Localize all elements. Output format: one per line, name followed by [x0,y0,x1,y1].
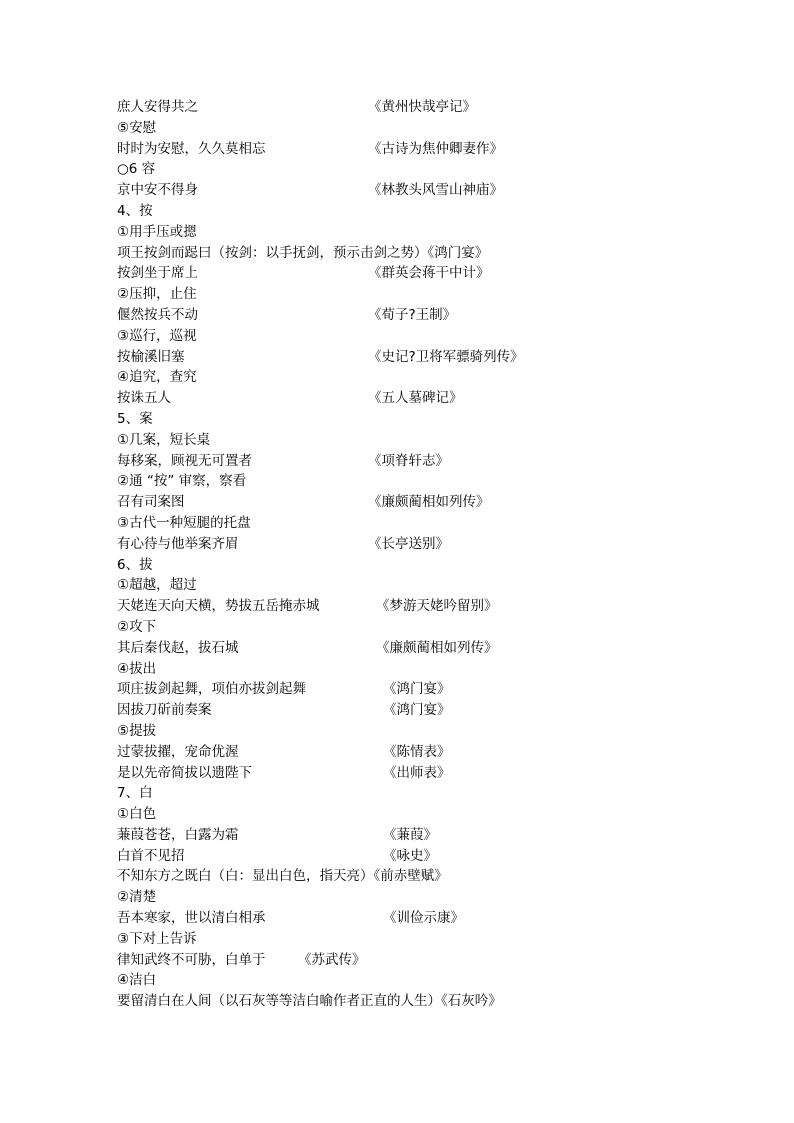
line-text: 偃然按兵不动 [117,306,198,323]
text-line [117,201,757,222]
text-line [117,471,757,492]
line-text: ②攻下 [117,618,157,635]
source-title: 《蒹葭》 [383,826,437,843]
document-page [117,97,757,1012]
text-line [117,908,757,929]
line-text: 5、案 [117,410,153,427]
line-text: 天姥连天向天横，势拔五岳掩赤城 [117,598,320,615]
text-line [117,180,757,201]
text-line [117,700,757,721]
line-text: ④追究，查究 [117,369,197,386]
line-text: 律知武终不可胁，白单于 [117,951,266,968]
line-text: ④洁白 [117,972,157,989]
text-line [117,846,757,867]
text-line [117,367,757,388]
line-text: 按剑坐于席上 [117,265,198,282]
line-text: 每移案，顾视无可置者 [117,452,252,469]
source-title: 《黄州快哉亭记》 [368,99,476,115]
line-text: ③古代一种短腿的托盘 [117,514,251,531]
text-line [117,970,757,991]
source-title: 《群英会蒋干中计》 [368,265,490,282]
line-text: 因拔刀斫前奏案 [117,702,212,719]
text-line [117,638,757,659]
line-text: 过蒙拔擢，宠命优渥 [117,743,239,760]
line-text: ○6 容 [117,161,156,178]
line-text: 6、拔 [117,556,153,573]
text-line [117,804,757,825]
line-text: ①白色 [117,806,157,823]
text-line [117,347,757,368]
line-text: 其后秦伐赵，拔石城 [117,639,239,656]
line-text: ②压抑，止住 [117,286,197,303]
source-title: 《苏武传》 [298,951,366,968]
text-line [117,721,757,742]
text-line [117,326,757,347]
text-line [117,617,757,638]
source-title: 《史记?卫将军骠骑列传》 [368,348,524,365]
source-title: 《训俭示康》 [383,910,464,927]
line-text: 蒹葭苍苍，白露为霜 [117,826,239,843]
source-title: 《梦游天姥吟留别》 [376,598,498,615]
text-line [117,596,757,617]
line-text: ③下对上告诉 [117,930,197,947]
source-title: 《长亭送别》 [368,535,449,552]
text-line [117,284,757,305]
source-title: 《出师表》 [383,764,451,781]
source-title: 《咏史》 [383,847,437,864]
source-title: 《古诗为焦仲卿妻作》 [368,140,503,157]
text-line [117,409,757,430]
text-line [117,866,757,887]
text-line [117,887,757,908]
source-title: 《廉颇蔺相如列传》 [368,494,490,511]
text-line [117,991,757,1012]
text-line [117,513,757,534]
text-line [117,388,757,409]
line-text: 4、按 [117,202,153,219]
text-line [117,929,757,950]
text-line [117,825,757,846]
line-text: 不知东方之既白（白：显出白色，指天亮）《前赤壁赋》 [117,868,448,885]
line-text: 是以先帝简拔以遗陛下 [117,764,252,781]
line-text: ⑤提拔 [117,722,157,739]
line-text: 项王按剑而跽曰（按剑：以手抚剑，预示击剑之势）《鸿门宴》 [117,244,489,261]
source-title: 《鸿门宴》 [383,702,451,719]
line-text: ②通 “按” 审察，察看 [117,473,247,490]
source-title: 《鸿门宴》 [383,681,451,698]
line-text: ②清楚 [117,889,157,906]
text-line [117,305,757,326]
line-text: 7、白 [117,785,153,802]
text-line [117,430,757,451]
line-text: 白首不见招 [117,847,185,864]
text-line [117,159,757,180]
text-line [117,118,757,139]
line-text: 时时为安慰，久久莫相忘 [117,140,266,157]
line-text: 按诛五人 [117,390,171,407]
text-line [117,451,757,472]
text-line [117,575,757,596]
line-text: ④拔出 [117,660,157,677]
line-text: 项庄拔剑起舞，项伯亦拔剑起舞 [117,681,306,698]
line-text: 要留清白在人间（以石灰等等洁白喻作者正直的人生）《石灰吟》 [117,993,502,1010]
text-line [117,742,757,763]
text-line [117,534,757,555]
text-line [117,679,757,700]
line-text: 京中安不得身 [117,182,198,199]
line-text: 按榆溪旧塞 [117,348,185,365]
source-title: 《项脊轩志》 [368,452,449,469]
text-line [117,492,757,513]
line-text: 有心待与他举案齐眉 [117,535,239,552]
line-text: ①几案，短长桌 [117,431,211,448]
text-line [117,659,757,680]
source-title: 《林教头风雪山神庙》 [368,182,503,199]
text-line [117,263,757,284]
line-text: 庶人安得共之 [117,99,198,115]
line-text: 吾本寒家，世以清白相承 [117,910,266,927]
text-line [117,222,757,243]
text-line [117,950,757,971]
line-text: 召有司案图 [117,494,185,511]
source-title: 《廉颇蔺相如列传》 [376,639,498,656]
line-text: ③巡行，巡视 [117,327,197,344]
text-line [117,139,757,160]
line-text: ①超越，超过 [117,577,197,594]
text-line [117,555,757,576]
source-title: 《五人墓碑记》 [368,390,463,407]
text-line [117,783,757,804]
line-text: ①用手压或摁 [117,223,197,240]
text-line [117,243,757,264]
line-text: ⑤安慰 [117,119,157,136]
source-title: 《陈情表》 [383,743,451,760]
source-title: 《荀子?王制》 [368,306,457,323]
text-line [117,97,757,118]
text-line [117,763,757,784]
